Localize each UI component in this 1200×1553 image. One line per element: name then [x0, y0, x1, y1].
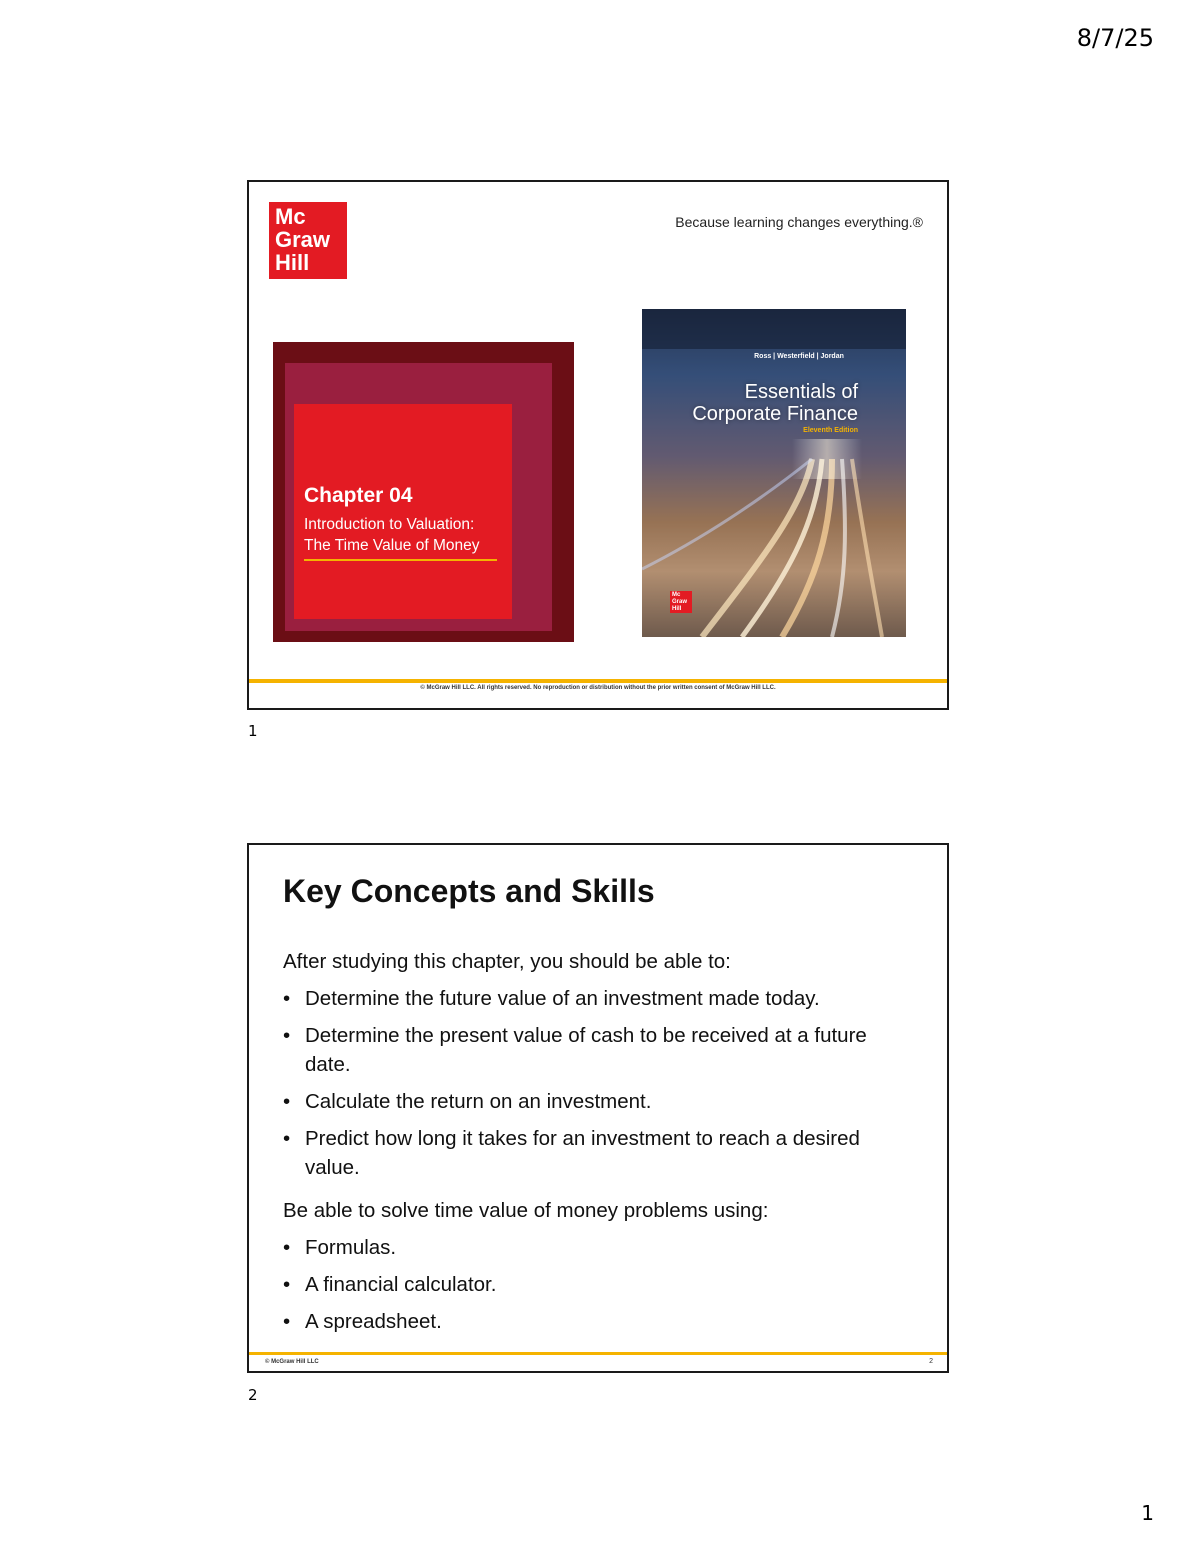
slide-1	[247, 180, 949, 710]
intro-text: After studying this chapter, you should be able to:	[283, 950, 731, 973]
chapter-frame	[273, 342, 574, 642]
book-title	[692, 381, 858, 425]
chapter-subtitle-line: The Time Value of Money	[304, 537, 480, 554]
chapter-title: Chapter 04	[304, 484, 413, 507]
list-item: • Calculate the return on an investment.	[283, 1087, 913, 1116]
book-title-line: Corporate Finance	[692, 403, 858, 425]
logo-line: Hill	[275, 250, 310, 275]
chapter-rule	[304, 559, 497, 561]
intro-text-2: Be able to solve time value of money problems using:	[283, 1199, 769, 1222]
tagline: Because learning changes everything.®	[675, 214, 923, 230]
book-authors: Ross | Westerfield | Jordan	[754, 353, 844, 360]
logo-line: Mc	[275, 204, 306, 229]
list-item: • Predict how long it takes for an investment to reach a desired value.	[283, 1124, 913, 1182]
slide-number: 1	[248, 722, 258, 740]
list-item: • A spreadsheet.	[283, 1307, 913, 1336]
logo-line: Hill	[672, 606, 682, 612]
chapter-panel	[294, 404, 512, 619]
slide-title: Key Concepts and Skills	[283, 873, 655, 909]
logo-line: Graw	[275, 227, 331, 252]
methods-list	[283, 1233, 913, 1336]
page-number: 1	[1141, 1501, 1154, 1525]
slide-page-number: 2	[929, 1358, 933, 1365]
list-item: • A financial calculator.	[283, 1270, 913, 1299]
footer-bar	[249, 679, 947, 683]
list-item: • Determine the future value of an investment made today.	[283, 984, 913, 1013]
logo-line: Mc	[672, 592, 681, 598]
book-title-line: Essentials of	[744, 381, 858, 403]
list-item: • Formulas.	[283, 1233, 913, 1262]
list-item: • Determine the present value of cash to be received at a future date.	[283, 1021, 913, 1079]
copyright-notice: © McGraw Hill LLC. All rights reserved. No reproduction or distribution without the prior written consent of McGraw Hill LLC.	[420, 685, 776, 691]
slide-number: 2	[248, 1386, 258, 1404]
chapter-frame-mid	[285, 363, 552, 631]
logo-line: Graw	[672, 599, 688, 605]
book-edition: Eleventh Edition	[803, 427, 858, 434]
copyright-notice: © McGraw Hill LLC	[265, 1359, 319, 1365]
book-publisher-logo	[670, 591, 692, 613]
slide-body	[283, 947, 913, 1336]
chapter-subtitle	[304, 514, 479, 556]
footer-bar	[249, 1352, 947, 1355]
slide-2	[247, 843, 949, 1373]
mcgraw-hill-logo	[269, 202, 347, 279]
book-cover	[642, 309, 906, 637]
chapter-subtitle-line: Introduction to Valuation:	[304, 516, 475, 533]
objectives-list	[283, 984, 913, 1182]
page-date: 8/7/25	[1076, 24, 1154, 52]
